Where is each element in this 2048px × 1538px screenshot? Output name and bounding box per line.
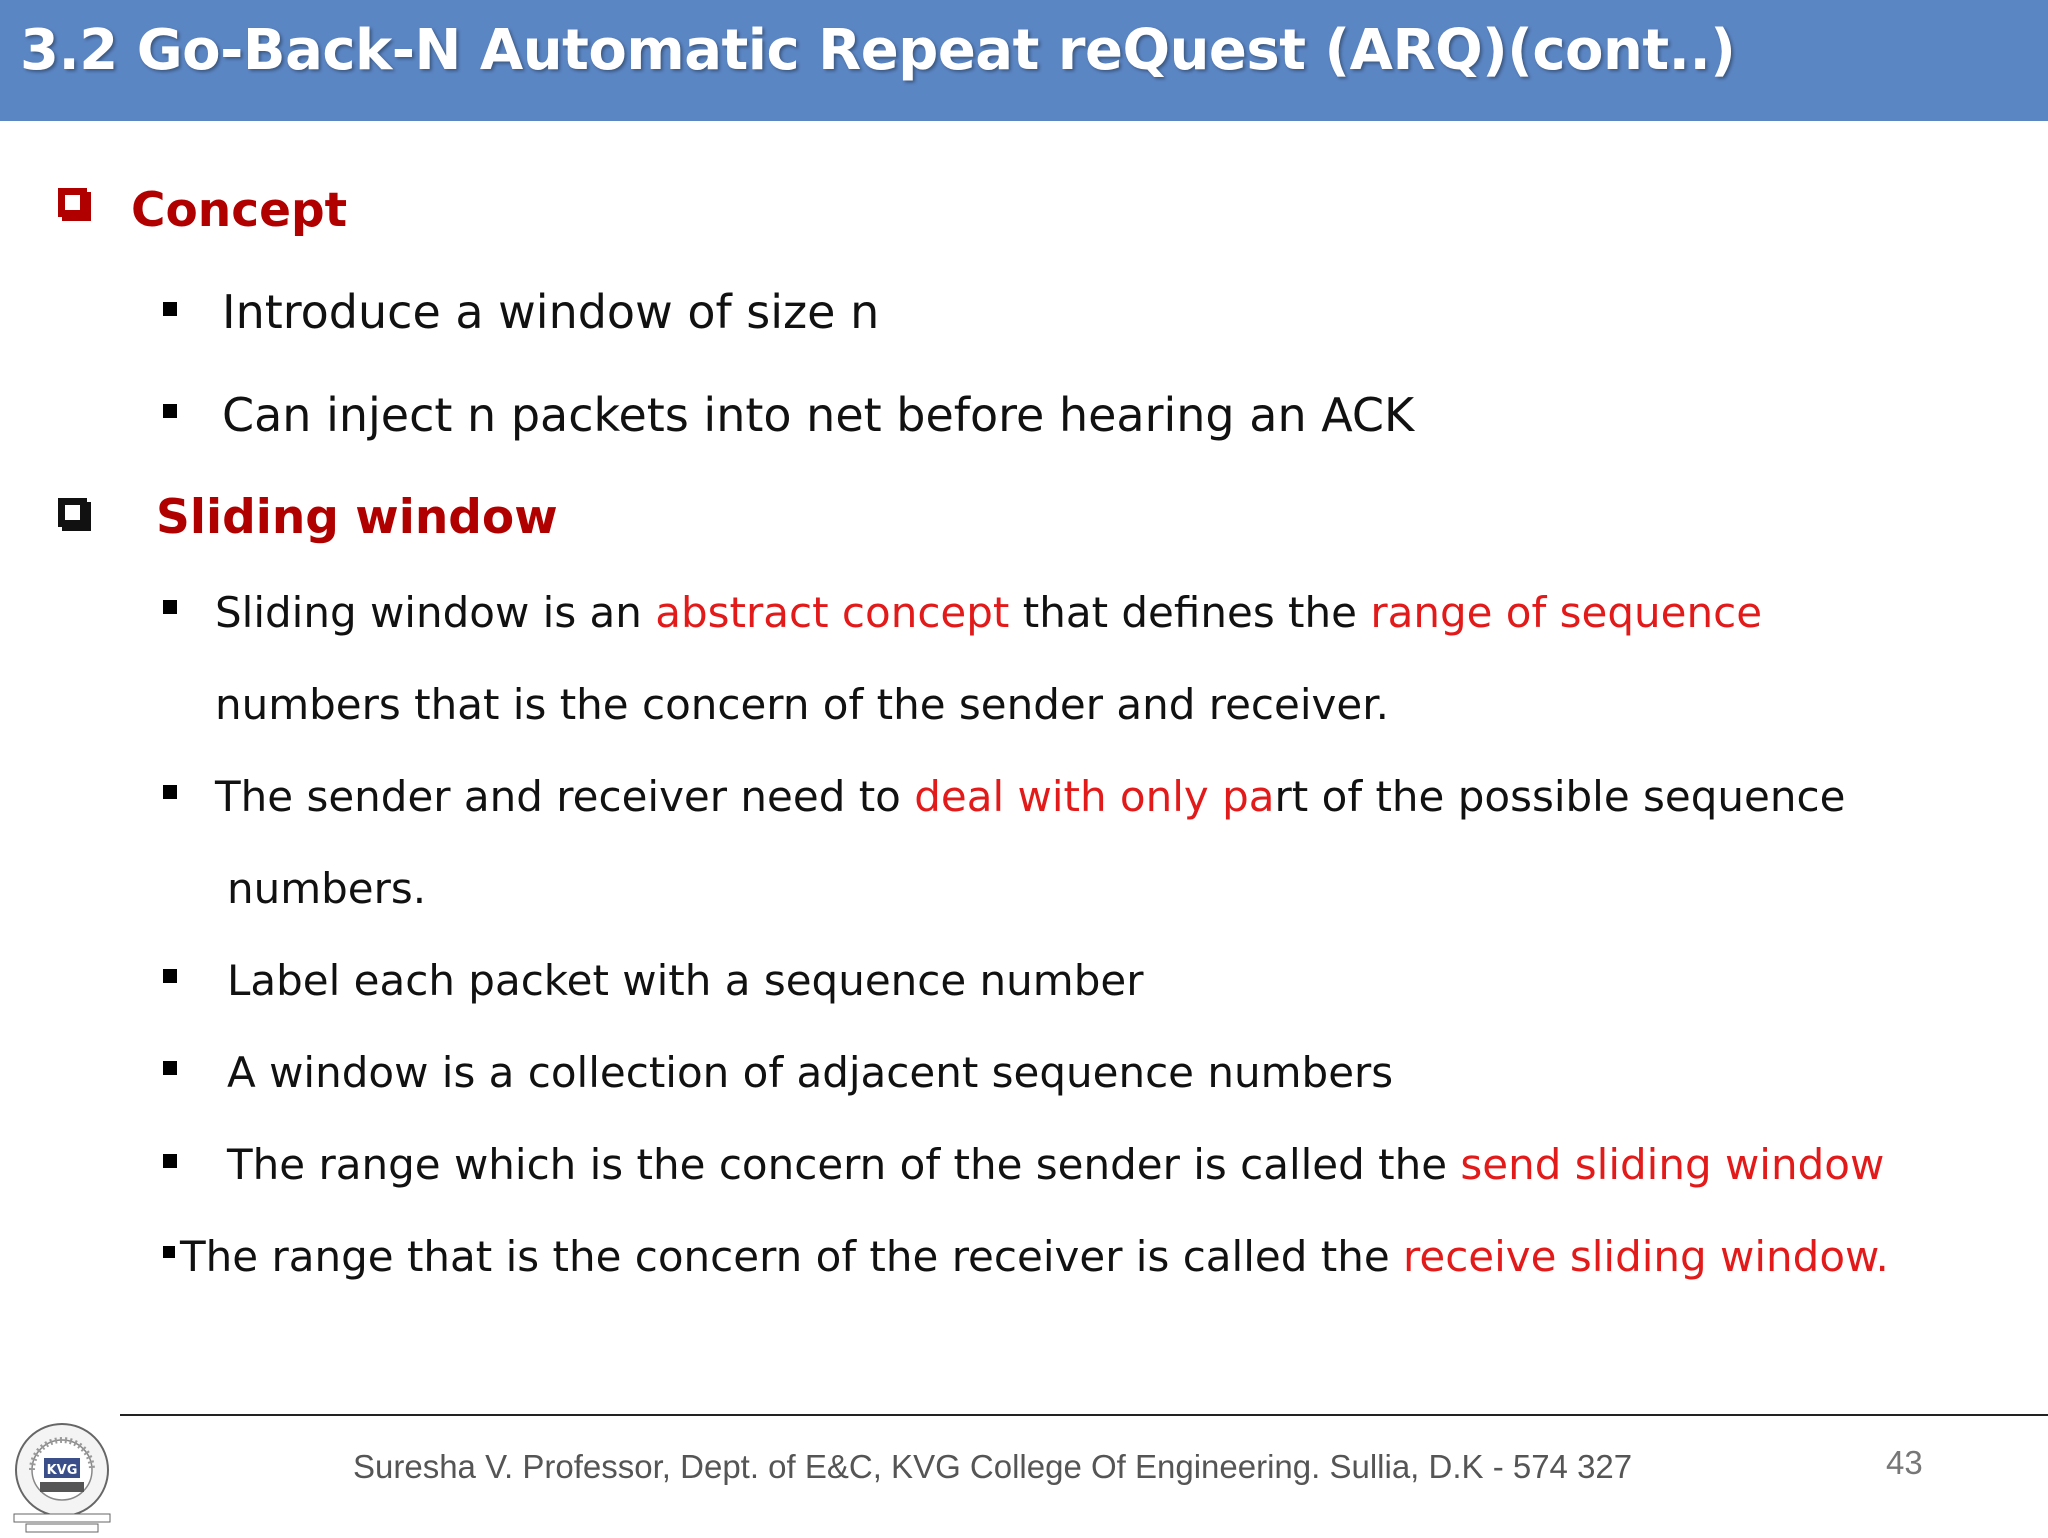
footer-credit: Suresha V. Professor, Dept. of E&C, KVG College Of Engineering. Sullia, D.K - 574 327 <box>353 1448 1633 1485</box>
title-bar <box>0 0 2048 121</box>
page-number: 43 <box>1886 1444 1923 1481</box>
bullet-continuation: numbers. <box>227 864 427 913</box>
bullet-continuation: numbers that is the concern of the sender and receiver. <box>215 680 1389 729</box>
bullet-text: The range that is the concern of the receiver is called the receive sliding window. <box>180 1232 1889 1281</box>
square-bullet-icon <box>163 302 177 316</box>
bullet-text: The range which is the concern of the sender is called the send sliding window <box>227 1140 1885 1189</box>
checkbox-bullet-icon <box>58 188 87 217</box>
bullet-text: Can inject n packets into net before hearing an ACK <box>222 388 1415 442</box>
bullet-text: Sliding window is an abstract concept that defines the range of sequence <box>215 588 1763 637</box>
square-bullet-icon <box>163 1154 177 1168</box>
square-bullet-icon <box>163 404 177 418</box>
heading-concept: Concept <box>131 183 348 238</box>
square-bullet-icon <box>163 969 177 983</box>
college-logo-icon <box>4 1418 120 1534</box>
bullet-text: Label each packet with a sequence number <box>227 956 1144 1005</box>
square-bullet-icon <box>163 785 177 799</box>
square-bullet-icon <box>163 1246 175 1258</box>
checkbox-bullet-icon <box>58 498 87 527</box>
slide-title: 3.2 Go-Back-N Automatic Repeat reQuest (ARQ)(cont..) <box>20 18 1736 83</box>
bullet-text: Introduce a window of size n <box>222 285 880 339</box>
square-bullet-icon <box>163 1061 177 1075</box>
bullet-text: The sender and receiver need to deal with only part of the possible sequence <box>215 772 1846 821</box>
footer-divider <box>120 1414 2048 1416</box>
bullet-text: A window is a collection of adjacent sequence numbers <box>227 1048 1394 1097</box>
svg-text:KVG: KVG <box>46 1463 78 1478</box>
heading-sliding-window: Sliding window <box>156 490 558 545</box>
college-logo <box>4 1418 120 1534</box>
square-bullet-icon <box>163 600 177 614</box>
